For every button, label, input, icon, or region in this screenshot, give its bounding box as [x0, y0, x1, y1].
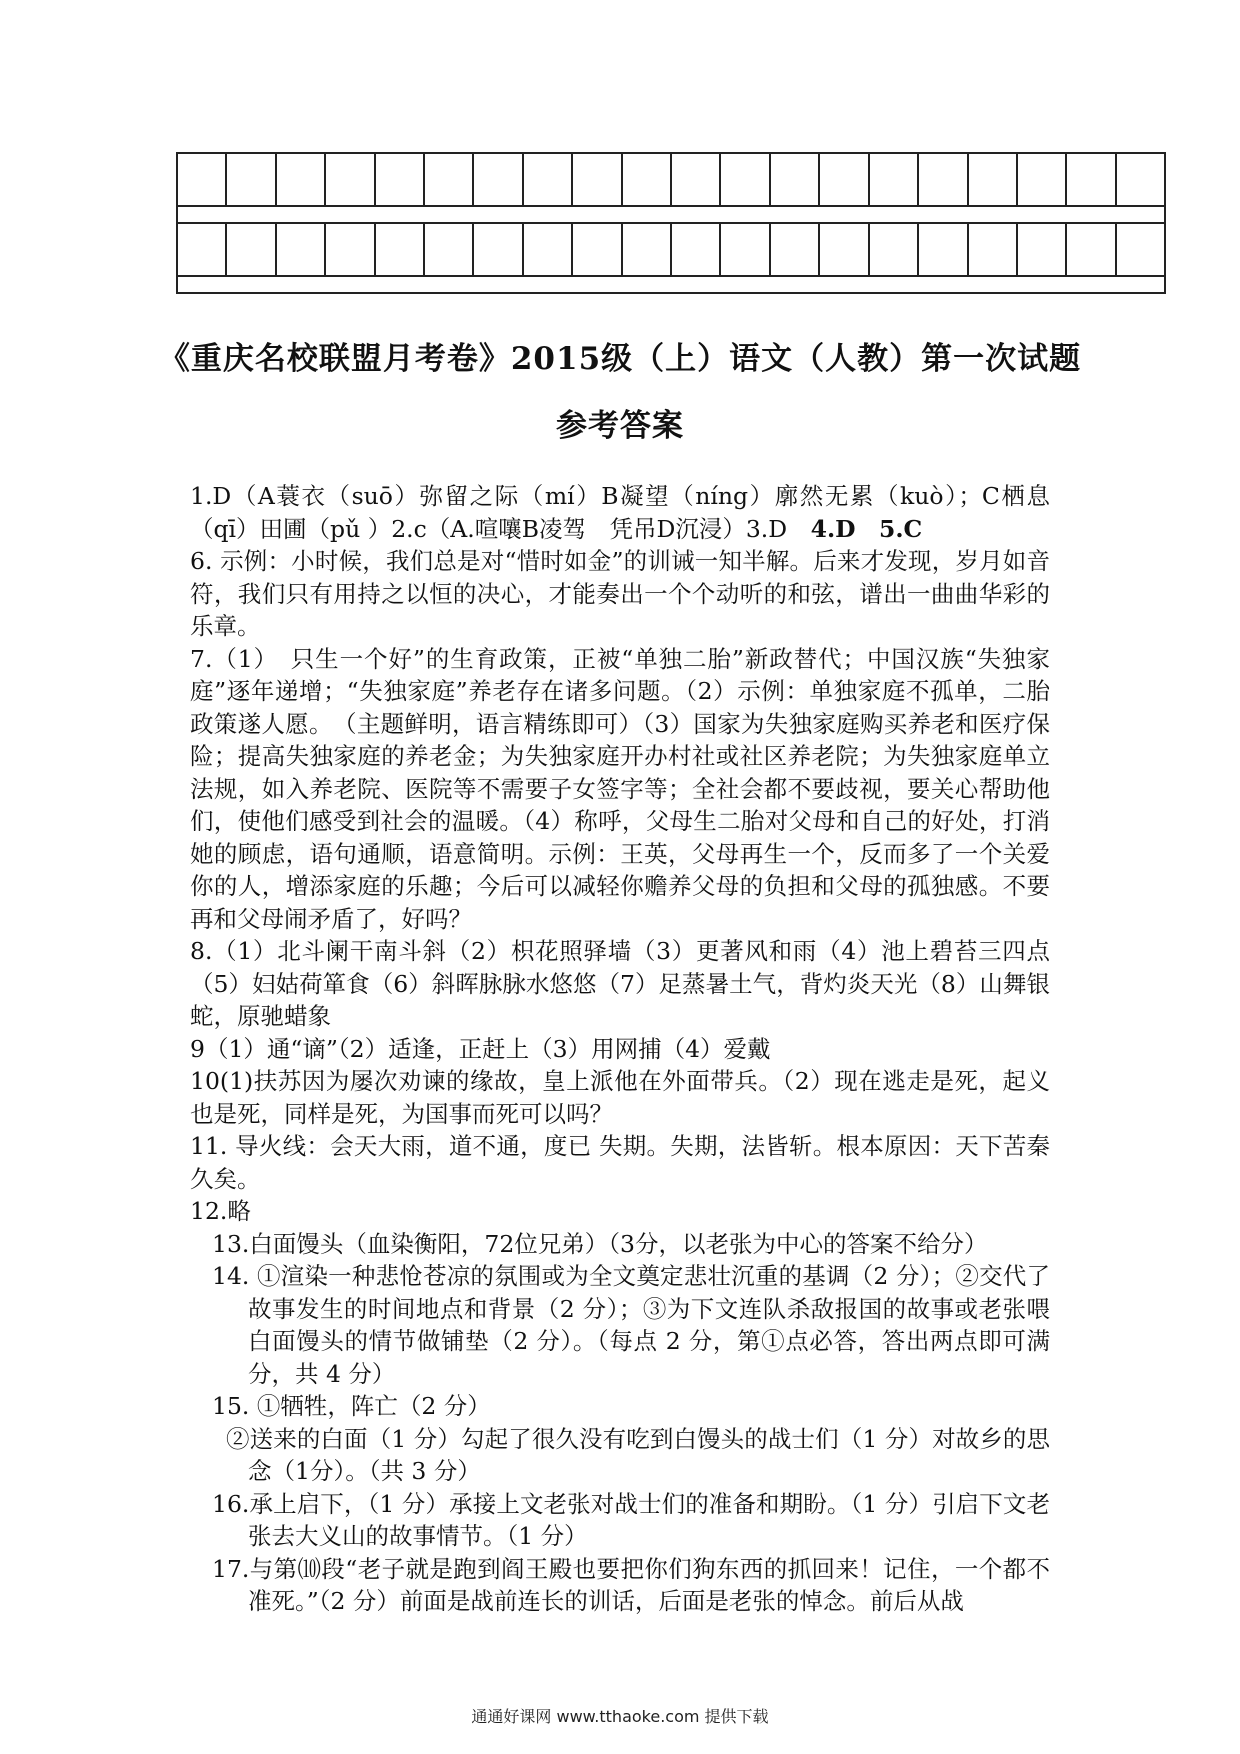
answer-grid-cell — [178, 224, 227, 275]
answer-grid-cell — [277, 154, 326, 205]
answer-list — [190, 480, 1050, 1618]
answer-grid-cell — [870, 154, 919, 205]
answer-grid-cell — [326, 154, 375, 205]
answer-grid-cell — [919, 154, 968, 205]
answer-item: 15. ①牺牲，阵亡（2 分） — [212, 1392, 491, 1420]
answer-grid-cell — [178, 154, 227, 205]
answer-grid-cell — [425, 224, 474, 275]
answer-grid-gap — [178, 275, 1164, 292]
answer-grid-cell — [524, 224, 573, 275]
answer-grid-cell — [474, 224, 523, 275]
answer-item: 1.D（A蓑衣（suō）弥留之际（mí）B凝望（níng）廓然无累（kuò）；C栖息（qī）田圃（pǔ ）2.c（A.喧嚷B凌驾 凭吊D沉浸）3.D 4.D 5.C — [190, 482, 1050, 543]
answer-item: ②送来的白面（1 分）勾起了很久没有吃到白馒头的战士们（1 分）对故乡的思念（1分）。（共 3 分） — [226, 1424, 1050, 1485]
answer-grid-row — [178, 224, 1164, 275]
answer-item: 16.承上启下，（1 分）承接上文老张对战士们的准备和期盼。（1 分）引启下文老张去大义山的故事情节。（1 分） — [212, 1489, 1050, 1550]
answer-grid-cell — [721, 154, 770, 205]
answer-item: 14. ①渲染一种悲怆苍凉的氛围或为全文奠定悲壮沉重的基调（2 分）；②交代了故事发生的时间地点和背景（2 分）；③为下文连队杀敌报国的故事或老张喂白面馒头的情节做铺垫（2 分）。（每点 2 分，第①点必答，答出两点即可满分，共 4 分） — [212, 1262, 1050, 1388]
answer-grid-cell — [1117, 224, 1164, 275]
answer-item: 9（1）通“谪”（2）适逢，正赶上（3）用网捕（4）爱戴 — [190, 1034, 771, 1063]
answer-grid-cell — [376, 154, 425, 205]
answer-grid-cell — [425, 154, 474, 205]
answer-grid-cell — [1067, 224, 1116, 275]
answer-grid-cell — [573, 154, 622, 205]
answer-item: 12.略 — [190, 1197, 251, 1225]
answer-grid-cell — [623, 154, 672, 205]
answer-grid-cell — [277, 224, 326, 275]
page-subtitle: 参考答案 — [556, 408, 684, 444]
answer-grid-cell — [1067, 154, 1116, 205]
answer-grid-cell — [573, 224, 622, 275]
answer-grid-cell — [672, 224, 721, 275]
answer-item: 11. 导火线：会天大雨，道不通，度已 失期。失期，法皆斩。根本原因：天下苦秦久矣。 — [190, 1132, 1050, 1193]
answer-grid-cell — [1018, 224, 1067, 275]
answer-grid-cell — [870, 224, 919, 275]
answer-item: 17.与第⑽段“老子就是跑到阎王殿也要把你们狗东西的抓回来！记住，一个都不准死。”（2 分）前面是战前连长的训话，后面是老张的悼念。前后从战 — [212, 1554, 1050, 1615]
answer-grid-cell — [227, 224, 276, 275]
answer-grid-row — [178, 154, 1164, 205]
answer-grid-cell — [524, 154, 573, 205]
answer-grid-cell — [376, 224, 425, 275]
answer-grid-cell — [326, 224, 375, 275]
footer-credit: 通通好课网 www.tthaoke.com 提供下载 — [471, 1707, 769, 1726]
answer-grid-cell — [919, 224, 968, 275]
answer-grid-cell — [672, 154, 721, 205]
answer-grid — [176, 152, 1166, 294]
answer-grid-cell — [227, 154, 276, 205]
answer-grid-cell — [969, 224, 1018, 275]
answer-grid-cell — [771, 224, 820, 275]
answer-grid-cell — [721, 224, 770, 275]
answer-item: 6. 示例：小时候，我们总是对“惜时如金”的训诫一知半解。后来才发现，岁月如音符，我们只有用持之以恒的决心，才能奏出一个个动听的和弦，谱出一曲曲华彩的乐章。 — [190, 547, 1050, 640]
answer-item: 8.（1）北斗阑干南斗斜（2）枳花照驿墙（3）更著风和雨（4）池上碧苔三四点（5）妇姑荷箪食（6）斜晖脉脉水悠悠（7）足蒸暑土气，背灼炎天光（8）山舞银蛇，原驰蜡象 — [190, 937, 1050, 1030]
answer-item: 7.（1） 只生一个好”的生育政策，正被“单独二胎”新政替代；中国汉族“失独家庭”逐年递增；“失独家庭”养老存在诸多问题。（2）示例：单独家庭不孤单，二胎政策遂人愿。 （主题鲜明，语言精练即可）（3）国家为失独家庭购买养老和医疗保险；提高失独家庭的养老金；为失独家庭开办村社或社区养老院；为失独家庭单立法规，如入养老院、医院等不需要子女签字等；全社会都不要歧视，要关心帮助他们，使他们感受到社会的温暖。（4）称呼，父母生二胎对父母和自己的好处，打消她的顾虑，语句通顺，语意简明。示例：王英，父母再生一个，反而多了一个关爱你的人，增添家庭的乐趣；今后可以减轻你赡养父母的负担和父母的孤独感。不要再和父母闹矛盾了，好吗？ — [190, 644, 1050, 933]
answer-grid-cell — [1117, 154, 1164, 205]
answer-grid-cell — [820, 224, 869, 275]
answer-grid-cell — [820, 154, 869, 205]
answer-item: 13.白面馒头（血染衡阳，72位兄弟）（3分，以老张为中心的答案不给分） — [212, 1229, 988, 1258]
answer-grid-gap — [178, 205, 1164, 224]
page-title: 《重庆名校联盟月考卷》2015级（上）语文（人教）第一次试题 — [158, 341, 1082, 377]
answer-grid-cell — [771, 154, 820, 205]
answer-grid-cell — [623, 224, 672, 275]
answer-grid-cell — [474, 154, 523, 205]
answer-item: 10(1)扶苏因为屡次劝谏的缘故，皇上派他在外面带兵。（2）现在逃走是死，起义也是死，同样是死，为国事而死可以吗？ — [190, 1067, 1050, 1128]
answer-grid-cell — [1018, 154, 1067, 205]
answer-grid-cell — [969, 154, 1018, 205]
